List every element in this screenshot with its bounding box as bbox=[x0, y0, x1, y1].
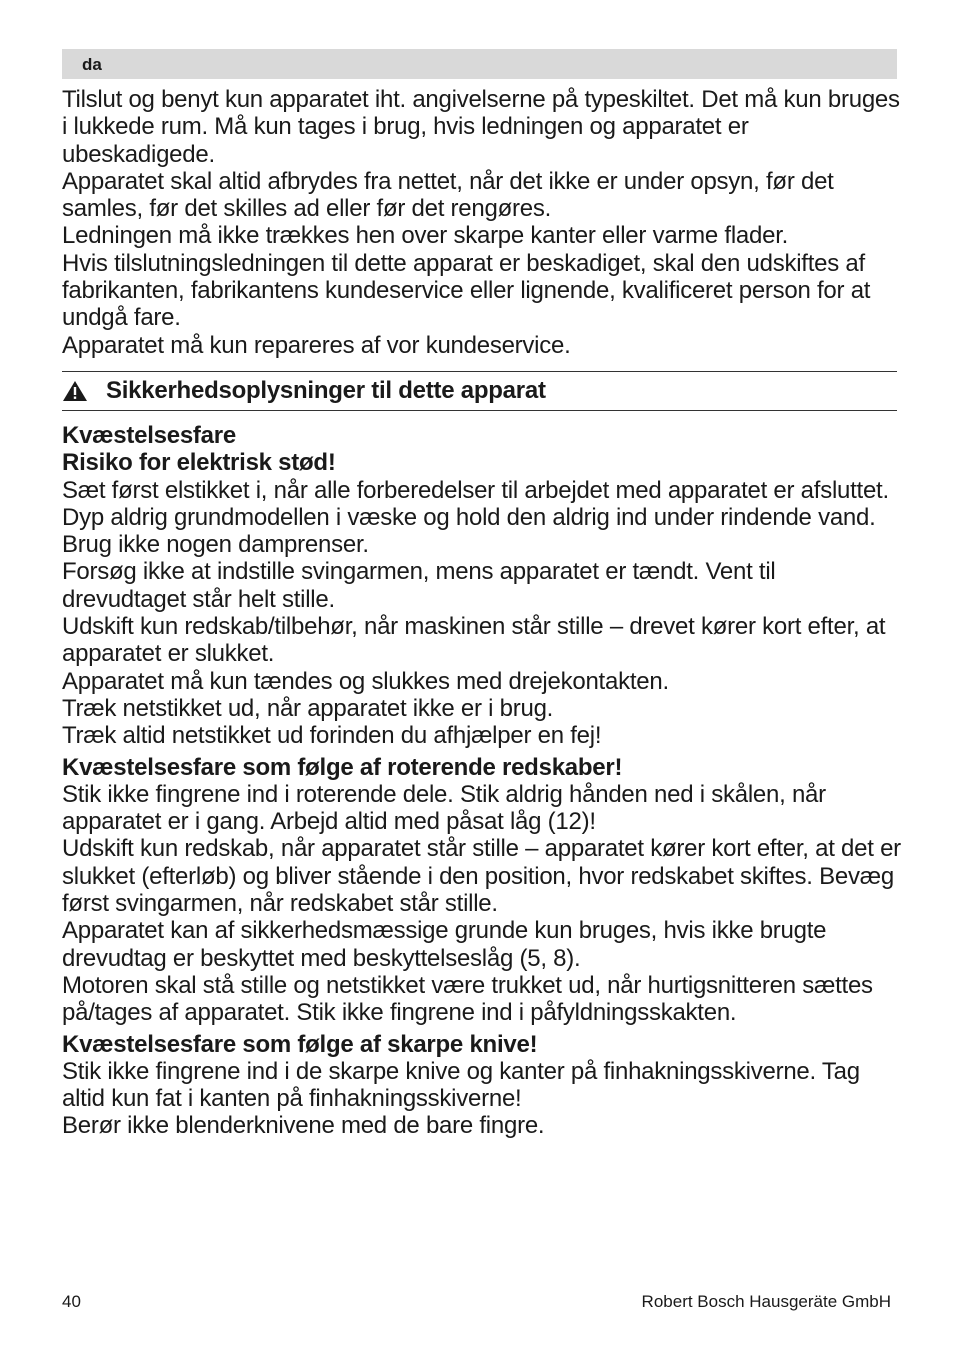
electric-shock-heading: Risiko for elektrisk stød! bbox=[62, 449, 336, 477]
safety-item: Stik ikke fingrene ind i roterende dele. Stik aldrig hånden ned i skålen, når apparatet er i gang. Arbejd altid med påsat låg (12)! bbox=[62, 780, 826, 836]
safety-item: Apparatet må kun tændes og slukkes med drejekontakten. bbox=[62, 667, 669, 695]
safety-item: Brug ikke nogen damprenser. bbox=[62, 531, 369, 559]
safety-item: Sæt først elstikket i, når alle forberedelser til arbejdet med apparatet er afsluttet. bbox=[62, 476, 889, 504]
safety-item: Stik ikke fingrene ind i de skarpe knive og kanter på finhakningsskiverne. Tag altid kun fat i kanten på finhakningsskiverne! bbox=[62, 1057, 860, 1113]
sharp-knives-heading: Kvæstelsesfare som følge af skarpe knive! bbox=[62, 1030, 538, 1058]
warning-triangle-icon bbox=[62, 380, 88, 402]
safety-item: Træk altid netstikket ud forinden du afhjælper en fej! bbox=[62, 722, 602, 750]
page-number: 40 bbox=[62, 1292, 81, 1311]
safety-item: Udskift kun redskab, når apparatet står stille – apparatet kører kort efter, at det er slukket (efterløb) og bliver stående i den position, hvor redskabet skiftes. Bevæg først svingarmen, når redskabet står stille. bbox=[62, 835, 901, 918]
injury-heading: Kvæstelsesfare bbox=[62, 422, 236, 449]
safety-item: Apparatet kan af sikkerhedsmæssige grunde kun bruges, hvis ikke brugte drevudtag er beskyttet med beskyttelseslåg (5, 8). bbox=[62, 917, 827, 972]
safety-item: Dyp aldrig grundmodellen i væske og hold den aldrig ind under rindende vand. bbox=[62, 503, 876, 531]
intro-paragraph: Apparatet skal altid afbrydes fra nettet, når det ikke er under opsyn, før det samles, før det skilles ad eller før det rengøres. bbox=[62, 167, 834, 223]
safety-item: Udskift kun redskab/tilbehør, når maskinen står stille – drevet kører kort efter, at apparatet er slukket. bbox=[62, 613, 886, 668]
language-code: da bbox=[82, 55, 102, 74]
section-title: Sikkerhedsoplysninger til dette apparat bbox=[106, 377, 546, 404]
safety-section-header bbox=[62, 371, 897, 411]
company-name: Robert Bosch Hausgeräte GmbH bbox=[641, 1292, 891, 1311]
intro-paragraph: Hvis tilslutningsledningen til dette apparat er beskadiget, skal den udskiftes af fabrikanten, fabrikantens kundeservice eller lignende, kvalificeret person for at undgå fare. bbox=[62, 249, 871, 332]
intro-paragraph: Ledningen må ikke trækkes hen over skarpe kanter eller varme flader. bbox=[62, 222, 789, 250]
safety-content bbox=[62, 422, 902, 1140]
intro-paragraph: Tilslut og benyt kun apparatet iht. angivelserne på typeskiltet. Det må kun bruges i lukkede rum. Må kun tages i brug, hvis ledningen og apparatet er ubeskadigede. bbox=[62, 86, 900, 168]
intro-text bbox=[62, 86, 902, 359]
safety-item: Træk netstikket ud, når apparatet ikke er i brug. bbox=[62, 694, 554, 722]
intro-paragraph: Apparatet må kun repareres af vor kundeservice. bbox=[62, 331, 571, 359]
language-bar bbox=[62, 49, 897, 79]
rotating-tools-heading: Kvæstelsesfare som følge af roterende redskaber! bbox=[62, 753, 623, 781]
safety-item: Motoren skal stå stille og netstikket være trukket ud, når hurtigsnitteren sættes på/tages af apparatet. Stik ikke fingrene ind i påfyldningsskakten. bbox=[62, 971, 873, 1027]
safety-item: Berør ikke blenderknivene med de bare fingre. bbox=[62, 1112, 545, 1140]
safety-item: Forsøg ikke at indstille svingarmen, mens apparatet er tændt. Vent til drevudtaget står helt stille. bbox=[62, 558, 776, 613]
